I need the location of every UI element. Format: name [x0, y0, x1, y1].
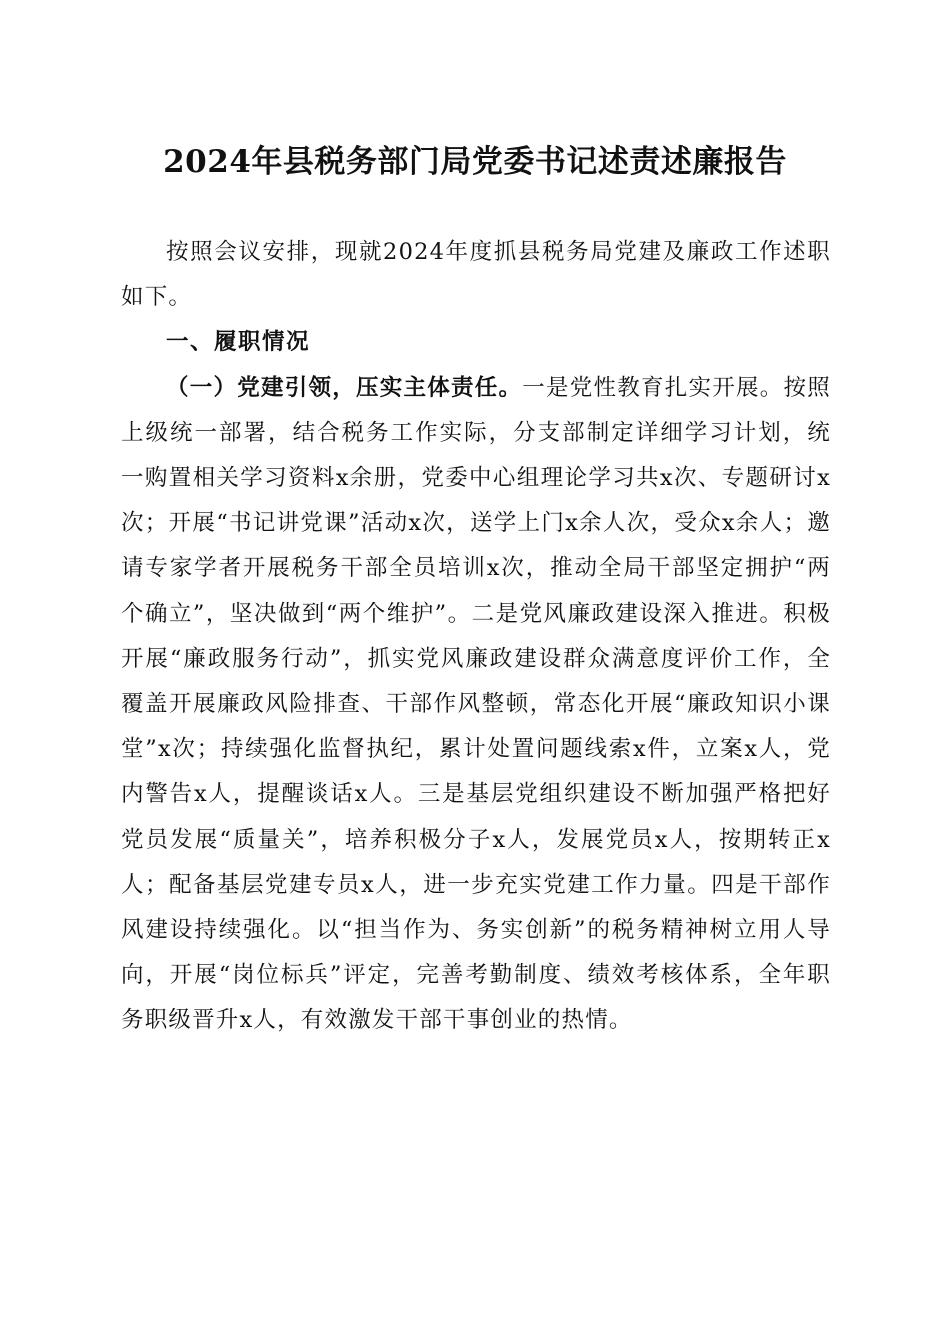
document-body	[121, 230, 831, 1044]
subsection-paragraph-party-building	[121, 366, 831, 1044]
document-title: 2024年县税务部门局党委书记述责述廉报告	[163, 144, 787, 180]
section-heading-performance: 一、履职情况	[166, 329, 311, 356]
intro-paragraph: 按照会议安排，现就2024年度抓县税务局党建及廉政工作述职如下。	[121, 239, 831, 311]
subsection-lead: （一）党建引领，压实主体责任。	[166, 374, 523, 401]
subsection-body: 一是党性教育扎实开展。按照上级统一部署，结合税务工作实际，分支部制定详细学习计划，统一购置相关学习资料x余册，党委中心组理论学习共x次、专题研讨x次；开展“书记讲党课”活动x次，送学上门x余人次，受众x余人；邀请专家学者开展税务干部全员培训x次，推动全局干部坚定拥护“两个确立”，坚决做到“两个维护”。二是党风廉政建设深入推进。积极开展“廉政服务行动”，抓实党风廉政建设群众满意度评价工作，全覆盖开展廉政风险排查、干部作风整顿，常态化开展“廉政知识小课堂”x次；持续强化监督执纪，累计处置问题线索x件，立案x人，党内警告x人，提醒谈话x人。三是基层党组织建设不断加强严格把好党员发展“质量关”，培养积极分子x人，发展党员x人，按期转正x人；配备基层党建专员x人，进一步充实党建工作力量。四是干部作风建设持续强化。以“担当作为、务实创新”的税务精神树立用人导向，开展“岗位标兵”评定，完善考勤制度、绩效考核体系，全年职务职级晋升x人，有效激发干部干事创业的热情。	[121, 374, 831, 1034]
